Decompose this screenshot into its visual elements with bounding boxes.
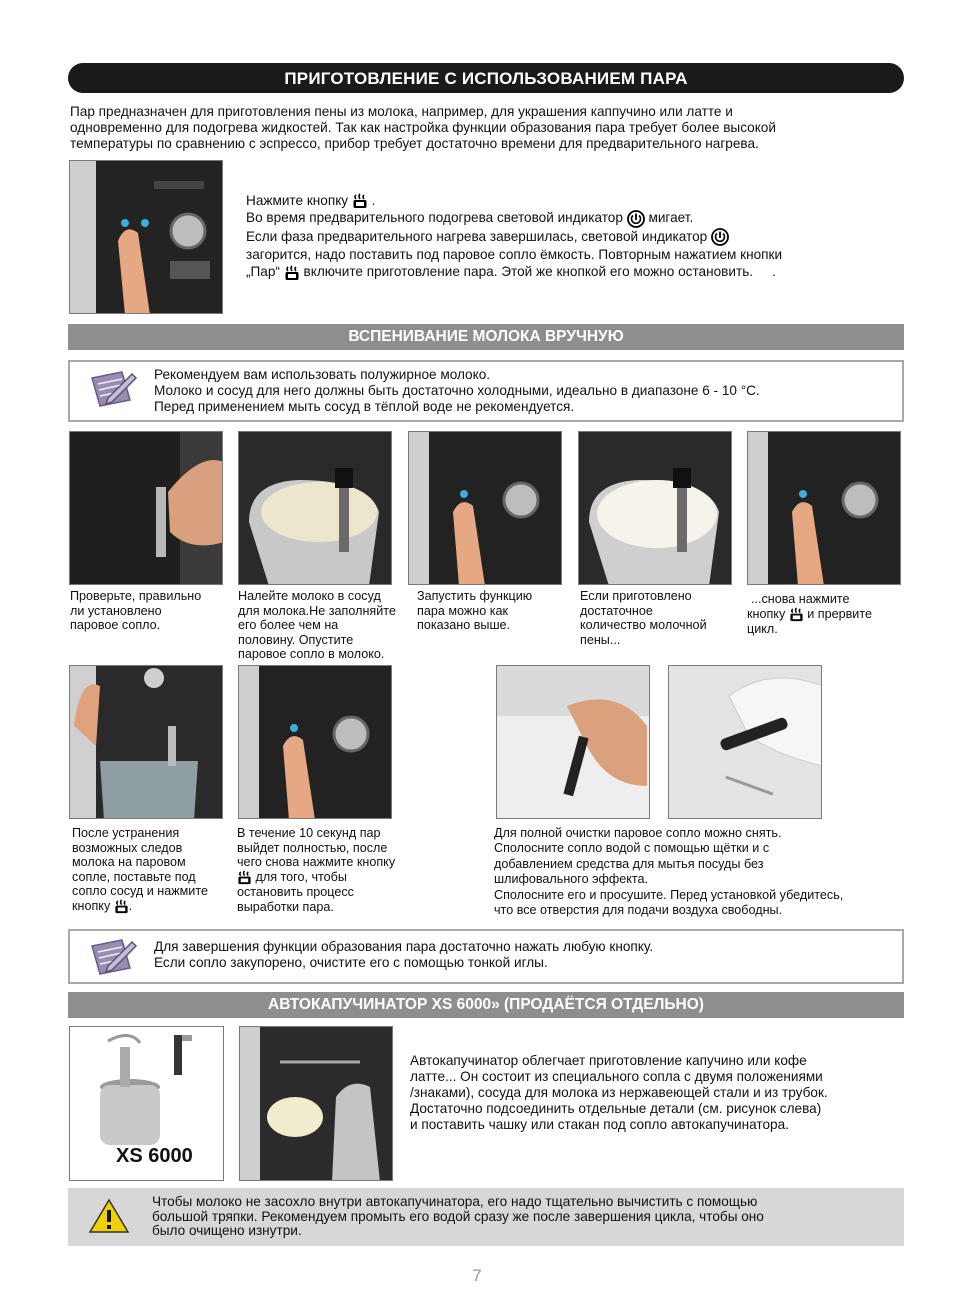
desc-line: Автокапучинатор облегчает приготовление капучино или кофе (410, 1053, 807, 1068)
caption-line: цикл. (747, 621, 778, 636)
steam-button-icon (284, 265, 300, 281)
xs6000-description (410, 1053, 900, 1133)
steam-button-icon (114, 899, 129, 914)
caption-line: для того, чтобы (255, 869, 347, 884)
caption-line: шлифовального эффекта. (494, 872, 649, 887)
caption-clean-nozzle (494, 826, 904, 918)
note-line: Перед применением мыть сосуд в тёплой воде не рекомендуется. (154, 399, 575, 414)
steam-intro (70, 104, 900, 152)
manual-section-title: ВСПЕНИВАНИЕ МОЛОКА ВРУЧНУЮ (68, 324, 904, 350)
caption-line: После устранения (72, 826, 180, 840)
step-text: мигает. (648, 210, 694, 226)
start-steam-photo (408, 431, 562, 585)
page-number: 7 (472, 1266, 482, 1285)
remove-nozzle-photo (496, 665, 650, 819)
caption-stop-purge (237, 826, 437, 914)
caption-line: возможных следов (72, 840, 183, 855)
step-text: Во время предварительного подогрева световой индикатор (246, 210, 623, 226)
caption-start-steam (417, 589, 567, 633)
caption-line: показано выше. (417, 618, 511, 633)
caption-line: Проверьте, правильно (70, 589, 202, 603)
xs6000-kit-photo (69, 1026, 224, 1181)
desc-line: латте... Он состоит из специального сопла с двумя положениями (410, 1069, 823, 1084)
caption-line: В течение 10 секунд пар (237, 826, 381, 840)
caption-check-nozzle (70, 589, 228, 633)
desc-line: /знаками), сосуда для молока из нержавеющей стали и из трубок. (410, 1085, 828, 1100)
caption-line: добавлением средства для мытья посуды без (494, 856, 764, 871)
caption-purge (72, 826, 237, 914)
caption-line: . (128, 898, 133, 913)
caption-line: Для полной очистки паровое сопло можно снять. (494, 826, 782, 840)
caption-line: для молока.Не заполняйте (238, 603, 396, 618)
caption-line: кнопку (72, 898, 111, 913)
caption-line: чего снова нажмите кнопку (237, 855, 396, 870)
caption-line: количество молочной (580, 618, 707, 633)
desc-line: и поставить чашку или стакан под сопло автокапучинатора. (410, 1117, 789, 1132)
warning-icon (88, 1198, 130, 1234)
step-text: . (371, 193, 376, 208)
caption-line: пены... (580, 632, 621, 647)
stop-steam-photo (747, 431, 901, 585)
warning-line: было очищено изнутри. (152, 1223, 302, 1238)
caption-line: сопле, поставьте под (72, 869, 196, 884)
intro-line: Пар предназначен для приготовления пены из молока, например, для украшения каппучино или латте и (70, 104, 733, 119)
model-label: XS 6000 (116, 1145, 193, 1167)
caption-line: его более чем на (238, 618, 339, 633)
caption-line: Налейте молоко в сосуд (238, 589, 381, 603)
step-text: Нажмите кнопку (246, 193, 349, 208)
note-line: Если сопло закупорено, очистите его с помощью тонкой иглы. (154, 955, 548, 970)
step-text: включите приготовление пара. Этой же кнопкой его можно остановить. (303, 264, 754, 280)
caption-line: половину. Опустите (238, 632, 354, 647)
caption-line: выйдет полностью, после (237, 840, 388, 855)
caption-stop-steam (747, 592, 907, 636)
steam-end-note-box (68, 929, 904, 984)
caption-line: Сполосните его и просушите. Перед установкой убедитесь, (494, 887, 844, 902)
cleaning-warning-box (68, 1188, 904, 1246)
stop-purge-photo (238, 665, 392, 819)
steam-button-icon (352, 193, 368, 209)
caption-foam-ready (580, 589, 730, 647)
step-text: Если фаза предварительного нагрева завершилась, световой индикатор (246, 228, 708, 244)
caption-line: кнопку (747, 606, 786, 621)
caption-line: Запустить функцию (417, 589, 533, 603)
power-indicator-icon (627, 210, 645, 228)
milk-note-box (68, 360, 904, 422)
steam-button-icon (237, 870, 252, 885)
note-pen-icon (88, 368, 138, 410)
note-pen-icon (88, 936, 138, 978)
caption-line: сопло сосуд и нажмите (72, 884, 208, 899)
step-text: загорится, надо поставить под паровое сопло ёмкость. Повторным нажатием кнопки (246, 247, 783, 263)
step-text: „Пар“ (246, 264, 280, 280)
caption-line: паровое сопло. (70, 618, 161, 633)
milk-jug-photo (238, 431, 392, 585)
clean-nozzle-photo (668, 665, 822, 819)
purge-vessel-photo (69, 665, 223, 819)
caption-line: и прервите (807, 606, 872, 621)
power-indicator-icon (711, 228, 729, 246)
steam-steps (246, 192, 886, 281)
caption-pour-milk (238, 589, 408, 662)
xs6000-installed-photo (239, 1026, 393, 1181)
caption-line: выработки пара. (237, 899, 334, 914)
caption-line: достаточное (580, 603, 653, 618)
caption-line: паровое сопло в молоко. (238, 647, 385, 662)
desc-line: Достаточно подсоединить отдельные детали (см. рисунок слева) (410, 1101, 822, 1116)
note-line: Для завершения функции образования пара достаточно нажать любую кнопку. (154, 939, 654, 954)
caption-line: Сполосните сопло водой с помощью щётки и с (494, 841, 770, 856)
step-text: . (771, 264, 776, 280)
caption-line: Если приготовлено (580, 589, 692, 603)
caption-line: что все отверстия для подачи воздуха свободны. (494, 903, 783, 918)
steam-button-icon (789, 607, 804, 622)
note-line: Молоко и сосуд для него должны быть достаточно холодными, идеально в диапазоне 6 - 10 °C. (154, 383, 760, 398)
caption-line: остановить процесс (237, 884, 354, 899)
steam-section-title: ПРИГОТОВЛЕНИЕ С ИСПОЛЬЗОВАНИЕМ ПАРА (68, 63, 904, 93)
nozzle-check-photo (69, 431, 223, 585)
warning-line: большой тряпки. Рекомендуем промыть его водой сразу же после завершения цикла, чтобы оно (152, 1208, 764, 1224)
intro-line: одновременно для подогрева жидкостей. Так как настройка функции образования пара требует более высокой (70, 120, 776, 135)
caption-line: пара можно как (417, 603, 509, 618)
note-line: Рекомендуем вам использовать полужирное молоко. (154, 367, 491, 382)
caption-line: ...снова нажмите (751, 592, 850, 606)
auto-section-title: АВТОКАПУЧИНАТОР XS 6000» (ПРОДАЁТСЯ ОТДЕЛЬНО) (68, 992, 904, 1018)
caption-line: молока на паровом (72, 855, 186, 870)
machine-press-photo (69, 160, 223, 314)
warning-line: Чтобы молоко не засохло внутри автокапучинатора, его надо тщательно вычистить с помощью (152, 1194, 758, 1209)
foam-ready-photo (578, 431, 732, 585)
intro-line: температуры по сравнению с эспрессо, прибор требует достаточно времени для предварительного нагрева. (70, 136, 759, 151)
caption-line: ли установлено (70, 603, 162, 618)
